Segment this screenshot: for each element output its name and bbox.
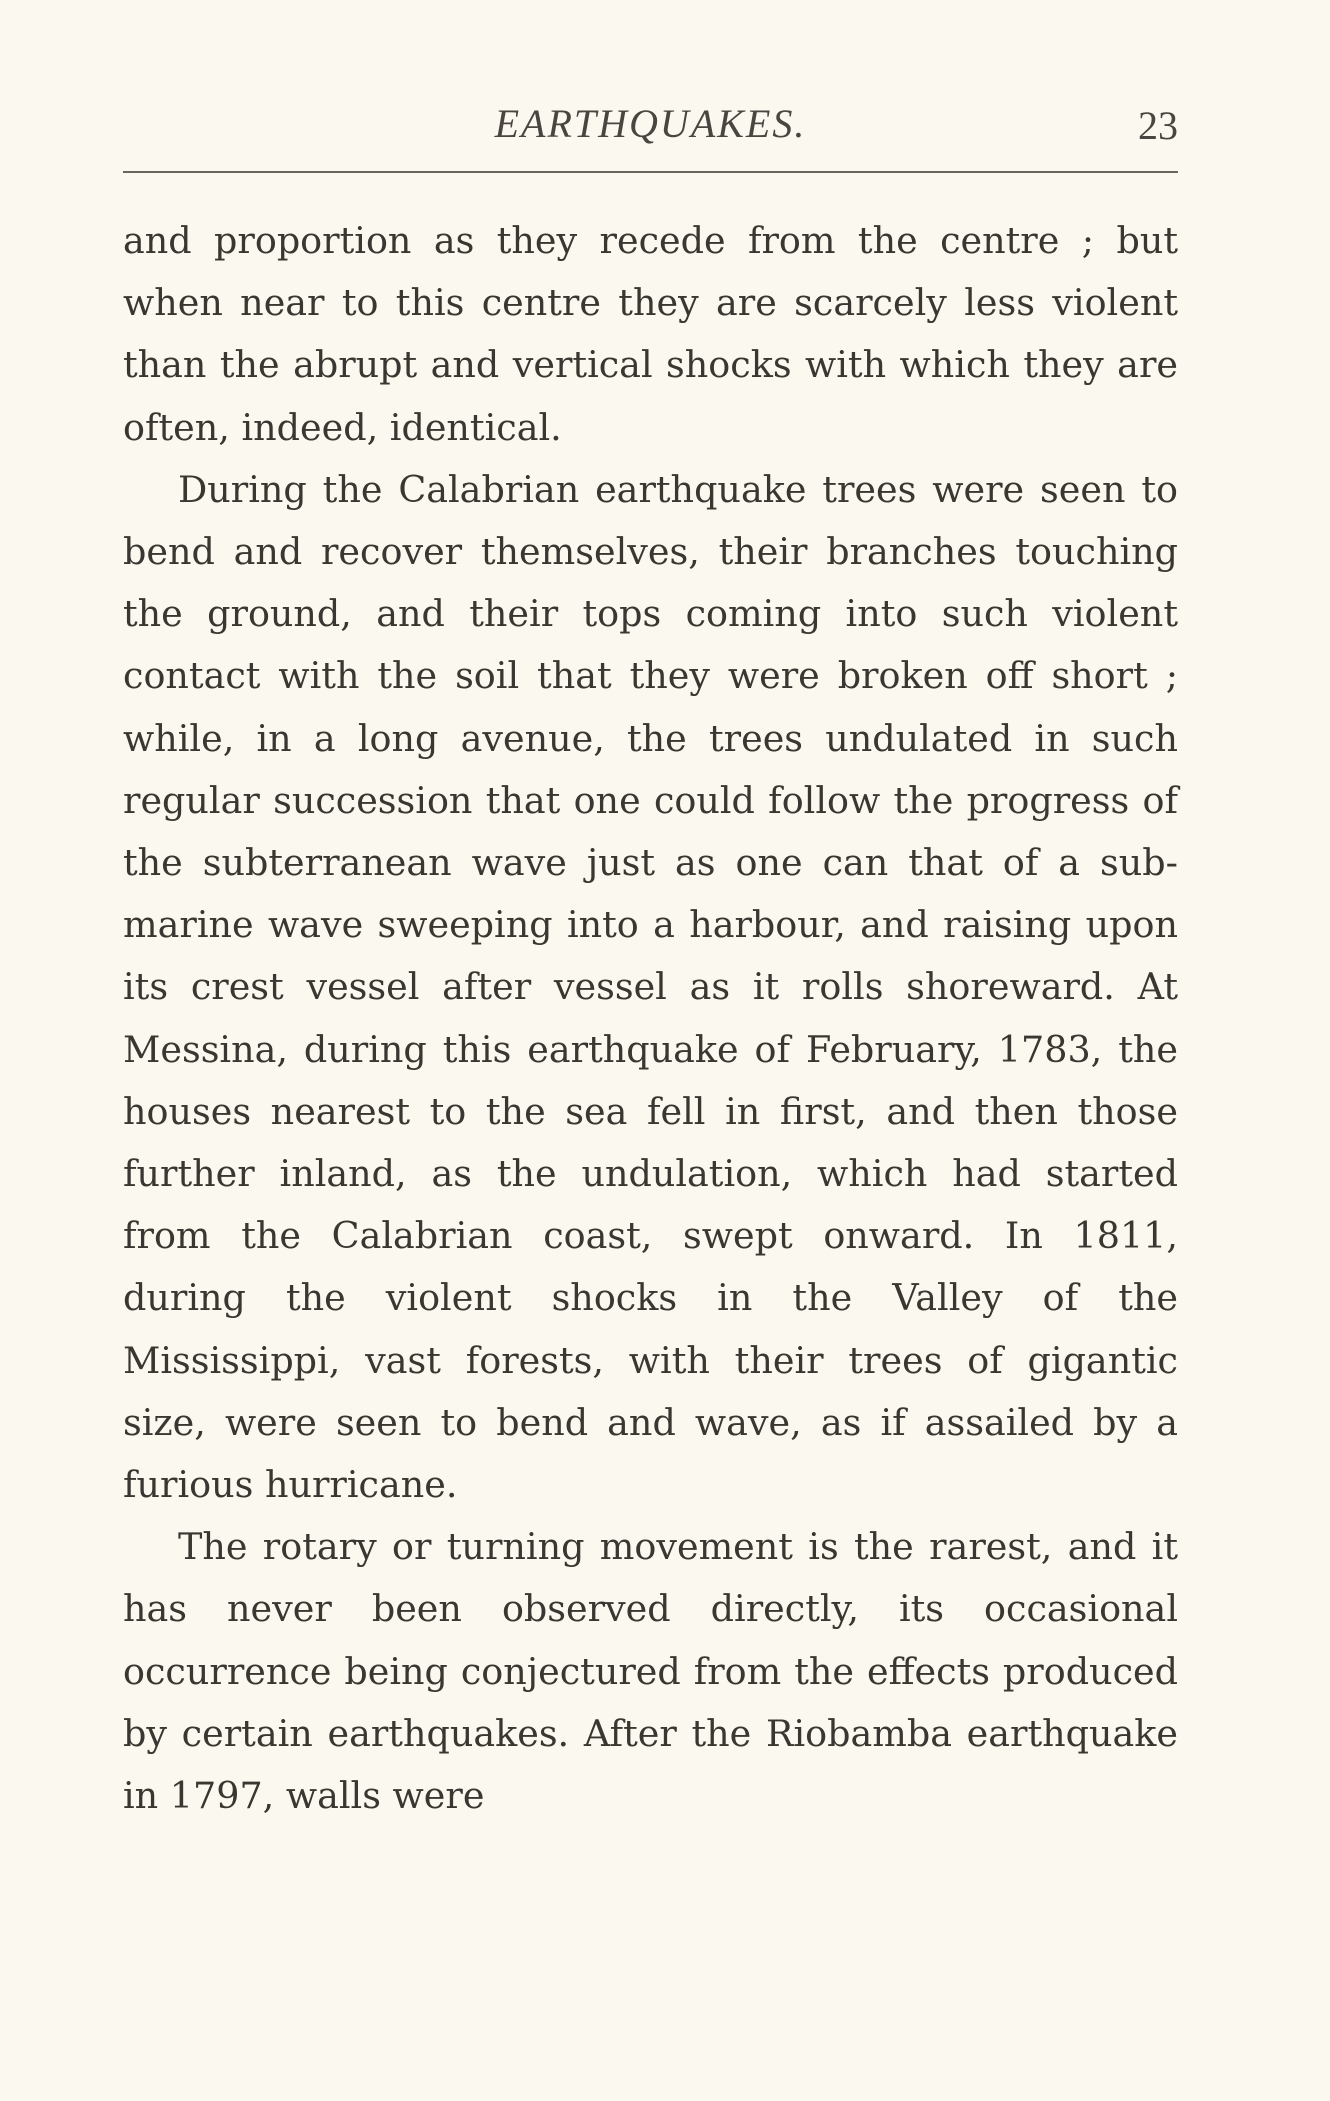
page-number: 23: [1138, 103, 1178, 148]
paragraph-calabrian: During the Calabrian earthquake trees were seen to bend and recover themselves, their branches touching the ground, and their tops coming into such violent contact with the soil that they were broken off short ; while, in a long avenue, the trees undulated in such regular succession that one could follow the progress of the subterranean wave just as one can that of a submarine wave sweeping into a harbour, and raising upon its crest vessel after vessel as it rolls shoreward. At Messina, during this earthquake of February, 1783, the houses nearest to the sea fell in first, and then those further inland, as the undulation, which had started from the Calabrian coast, swept onward. In 1811, during the violent shocks in the Valley of the Mississippi, vast forests, with their trees of gigantic size, were seen to bend and wave, as if assailed by a furious hurricane.: [123, 467, 1178, 1507]
body-text: [123, 210, 1178, 1827]
header-rule: [123, 171, 1178, 173]
running-head-title: EARTHQUAKES.: [494, 101, 807, 146]
paragraph-continued: and proportion as they recede from the centre ; but when near to this centre they are scarcely less violent than the abrupt and vertical shocks with which they are often, indeed, identical.: [123, 219, 1178, 449]
paragraph-rotary: The rotary or turning movement is the rarest, and it has never been observed directly, its occasional occurrence being conjectured from the effects produced by certain earthquakes. After the Riobamba earthquake in 1797, walls were: [123, 1525, 1178, 1818]
running-head: [123, 100, 1178, 150]
